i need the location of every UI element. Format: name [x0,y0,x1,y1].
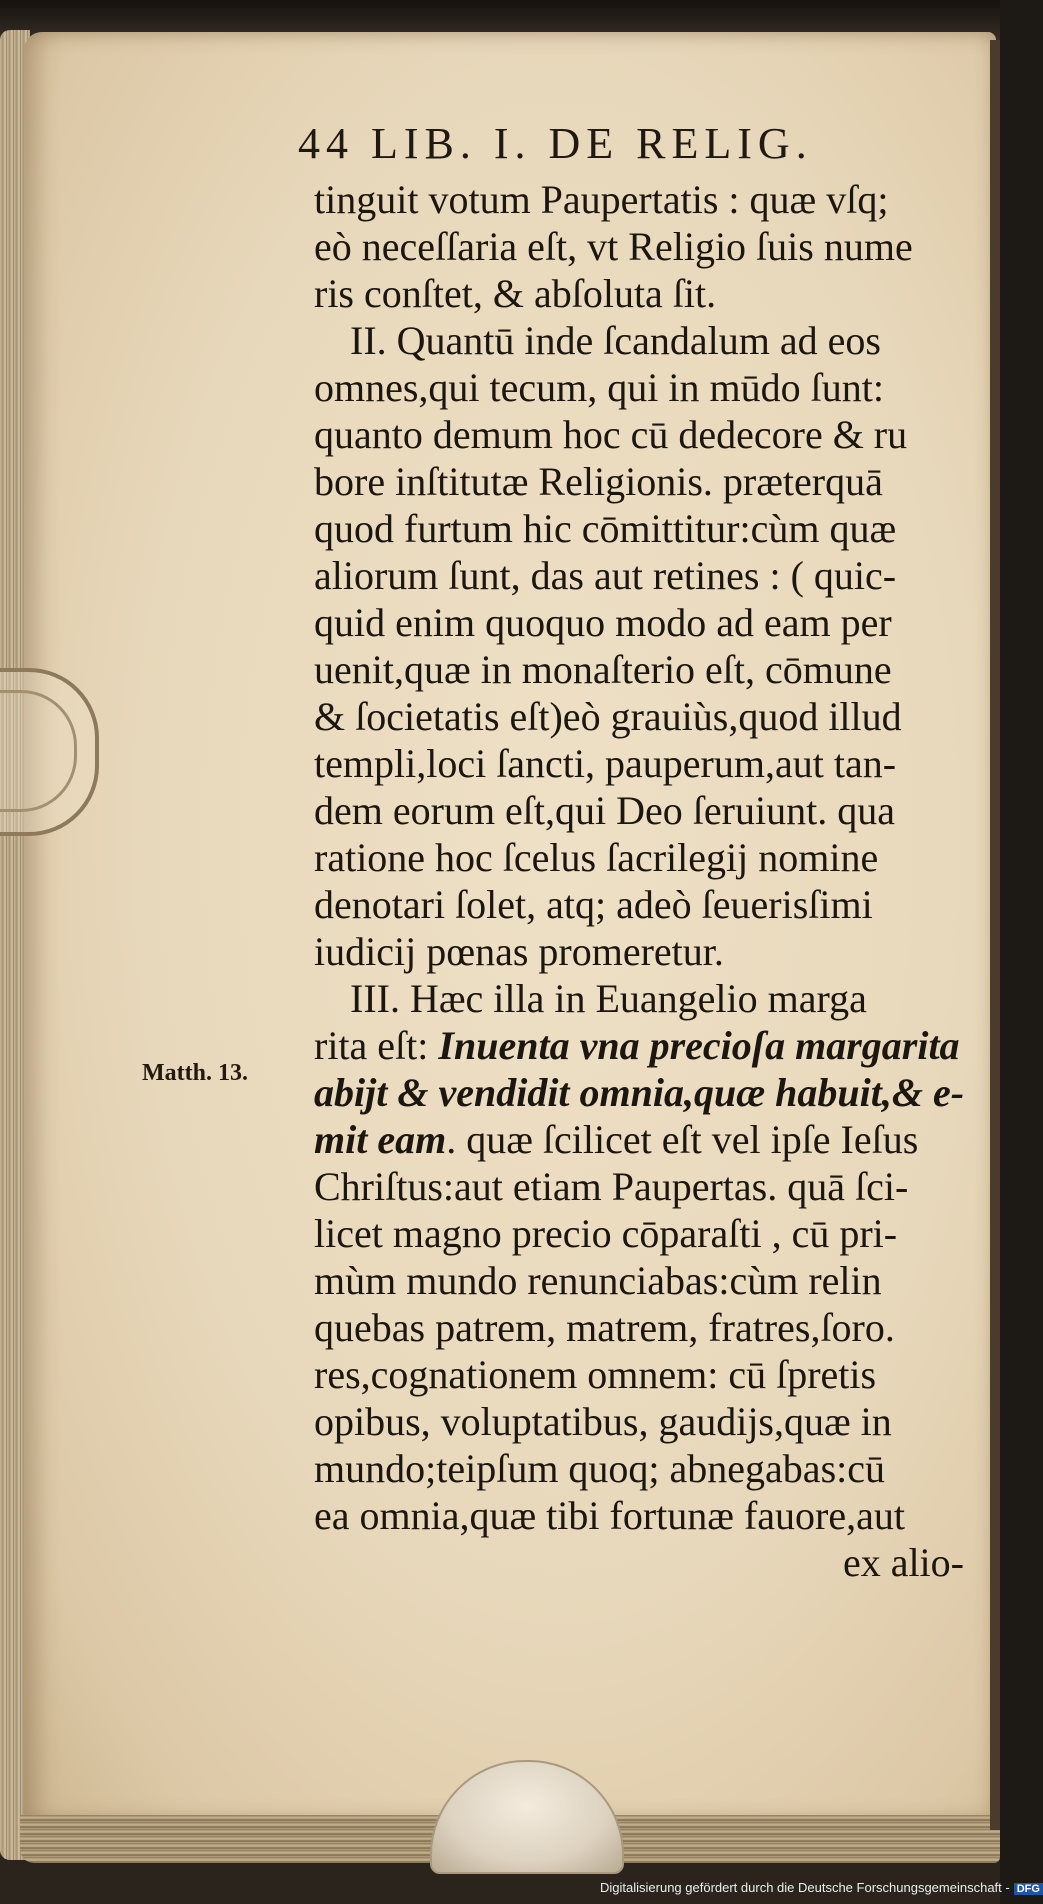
text-line [314,1022,984,1069]
text-line [314,317,984,364]
line-text: quod furtum hic cōmittitur:cùm quæ [314,506,897,551]
line-text: mundo;teipſum quoq; abnegabas:cū [314,1446,885,1491]
italic-text: mit eam [314,1117,447,1162]
line-text: & ſocietatis eſt)eò grauiùs,quod illud [314,694,902,739]
line-text: ratione hoc ſcelus ſacrilegij nomine [314,835,879,880]
line-text: ris conſtet, & abſoluta ſit. [314,271,717,316]
line-text: opibus, voluptatibus, gaudijs,quæ in [314,1399,892,1444]
body-text [314,176,984,1586]
line-text: . quæ ſcilicet eſt vel ipſe Ieſus [446,1117,919,1162]
line-text: templi,loci ſancti, pauperum,aut tan- [314,741,897,786]
line-text: dem eorum eſt,qui Deo ſeruiunt. qua [314,788,895,833]
text-line [314,693,984,740]
line-text: ex alio- [842,1540,964,1585]
text-line [314,740,984,787]
text-line [314,1304,984,1351]
text-line [314,1351,984,1398]
digitization-credit [600,1880,1043,1895]
line-text: eò neceſſaria eſt, vt Religio ſuis nume [314,224,913,269]
text-line [314,1069,984,1116]
text-line [314,599,984,646]
line-text: mùm mundo renunciabas:cùm relin [314,1258,882,1303]
line-text: res,cognationem omnem: cū ſpretis [314,1352,877,1397]
credit-text: Digitalisierung gefördert durch die Deutsche Forschungsgemeinschaft - [600,1880,1010,1895]
text-line [314,1539,984,1586]
line-text: iudicij pœnas promeretur. [314,929,724,974]
text-line [314,223,984,270]
italic-text: abijt & vendidit omnia,quæ habuit,& e- [314,1070,965,1115]
line-text: denotari ſolet, atq; adeò ſeuerisſimi [314,882,873,927]
text-line [314,411,984,458]
text-line [314,1116,984,1163]
text-line [314,975,984,1022]
line-text: quid enim quoquo modo ad eam per [314,600,892,645]
text-line [314,176,984,223]
running-head: 44 LIB. I. DE RELIG. [298,119,813,168]
text-line [314,270,984,317]
text-line [314,458,984,505]
text-line [314,1398,984,1445]
dfg-logo: DFG [1014,1883,1043,1895]
text-line [314,1257,984,1304]
line-text: omnes,qui tecum, qui in mūdo ſunt: [314,365,884,410]
line-text: licet magno precio cōparaſti , cū pri- [314,1211,898,1256]
scan-background-right [990,40,1000,1830]
italic-text: Inuenta vna precioſa margarita [438,1023,960,1068]
line-text: III. Hæc illa in Euangelio marga [350,976,867,1021]
marginal-note: Matth. 13. [142,1060,248,1086]
text-line [314,1210,984,1257]
text-line [314,928,984,975]
line-text: tinguit votum Paupertatis : quæ vſq; [314,177,889,222]
line-text: rita eſt: [314,1023,439,1068]
text-line [314,552,984,599]
line-text: quebas patrem, matrem, fratres,ſoro. [314,1305,895,1350]
text-line [314,505,984,552]
text-line [314,834,984,881]
text-line [314,364,984,411]
line-text: quanto demum hoc cū dedecore & ru [314,412,908,457]
line-text: bore inſtitutæ Religionis. præterquā [314,459,883,504]
line-text: ea omnia,quæ tibi fortunæ fauore,aut [314,1493,905,1538]
text-line [314,787,984,834]
text-line [314,881,984,928]
line-text: II. Quantū inde ſcandalum ad eos [350,318,881,363]
text-line [314,1445,984,1492]
text-line [314,1163,984,1210]
text-line [314,1492,984,1539]
text-line [314,646,984,693]
line-text: Chriſtus:aut etiam Paupertas. quā ſci- [314,1164,909,1209]
line-text: aliorum ſunt, das aut retines : ( quic- [314,553,897,598]
line-text: uenit,quæ in monaſterio eſt, cōmune [314,647,892,692]
